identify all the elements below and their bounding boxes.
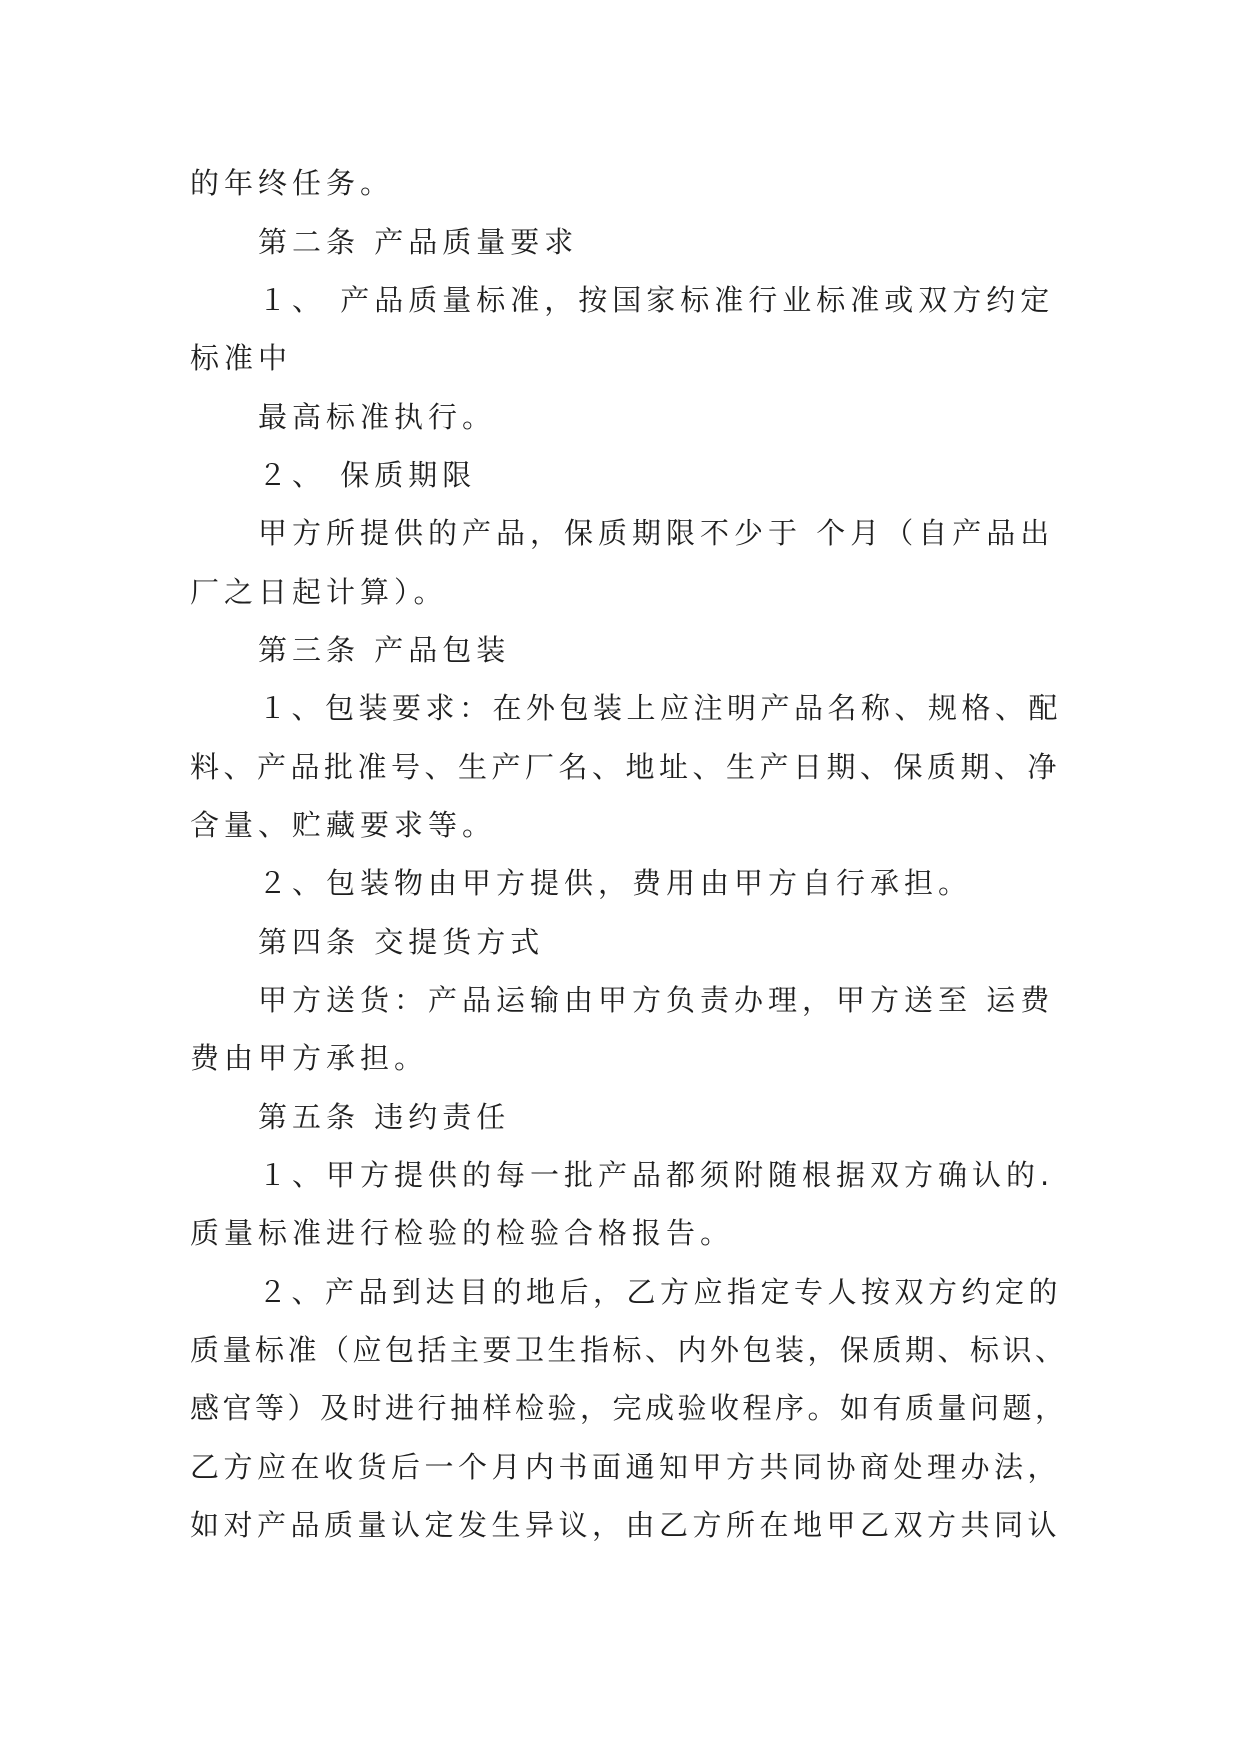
- text-line: 质量标准进行检验的检验合格报告。: [190, 1216, 735, 1250]
- text-line: 乙方应在收货后一个月内书面通知甲方共同协商处理办法，: [190, 1450, 1062, 1484]
- text-line: ２、产品到达目的地后，乙方应指定专人按双方约定的: [258, 1275, 1063, 1309]
- text-line: 的年终任务。: [190, 166, 395, 200]
- text-line: ２、包装物由甲方提供，费用由甲方自行承担。: [258, 866, 973, 900]
- text-line: 如对产品质量认定发生异议，由乙方所在地甲乙双方共同认: [190, 1508, 1062, 1542]
- text-line: １、 产品质量标准，按国家标准行业标准或双方约定: [258, 283, 1055, 317]
- text-line: 费由甲方承担。: [190, 1041, 429, 1075]
- text-line: 质量标准（应包括主要卫生指标、内外包装，保质期、标识、: [190, 1333, 1068, 1367]
- text-line: 甲方送货：产品运输由甲方负责办理，甲方送至 运费: [258, 983, 1055, 1017]
- text-line: 感官等）及时进行抽样检验，完成验收程序。如有质量问题，: [190, 1391, 1068, 1425]
- section-heading: 第四条 交提货方式: [258, 925, 545, 959]
- section-heading: 第三条 产品包装: [258, 633, 511, 667]
- text-line: １、甲方提供的每一批产品都须附随根据双方确认的.: [258, 1158, 1055, 1192]
- section-heading: 第二条 产品质量要求: [258, 225, 579, 259]
- section-heading: 第五条 违约责任: [258, 1100, 511, 1134]
- text-line: 料、产品批准号、生产厂名、地址、生产日期、保质期、净: [190, 750, 1062, 784]
- text-line: ２、 保质期限: [258, 458, 477, 492]
- text-line: 标准中: [190, 341, 293, 375]
- text-line: 甲方所提供的产品，保质期限不少于 个月（自产品出: [258, 516, 1055, 550]
- text-line: 最高标准执行。: [258, 400, 497, 434]
- text-line: １、包装要求：在外包装上应注明产品名称、规格、配: [258, 691, 1063, 725]
- text-line: 厂之日起计算）。: [190, 575, 448, 609]
- text-line: 含量、贮藏要求等。: [190, 808, 497, 842]
